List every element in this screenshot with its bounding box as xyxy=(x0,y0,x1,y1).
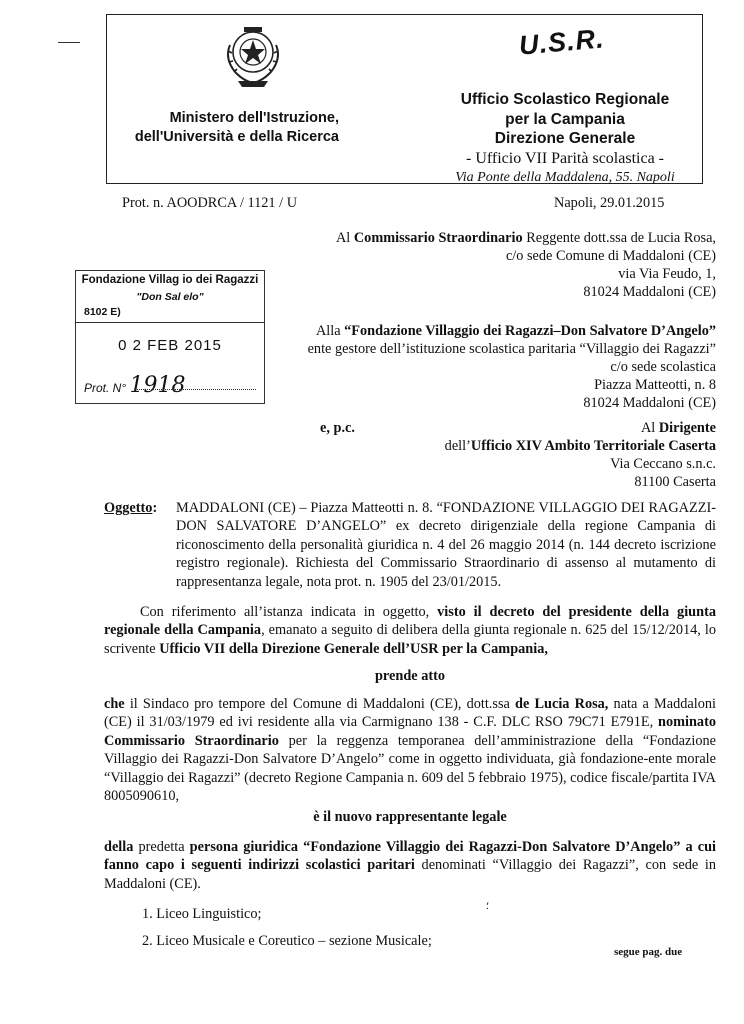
usr-logo: U.S.R. xyxy=(517,23,606,61)
recipient2-line5: 81024 Maddaloni (CE) xyxy=(583,395,716,411)
cc-line4: 81100 Caserta xyxy=(634,474,716,490)
protocol-number: Prot. n. AOODRCA / 1121 / U xyxy=(122,195,298,211)
recipient1-line1: Al Commissario Straordinario Reggente dott.ssa de Lucia Rosa, xyxy=(335,230,716,246)
recipient2-line1: Alla “Fondazione Villaggio dei Ragazzi–Don Salvatore D’Angelo” xyxy=(315,323,716,339)
list-item: 2. Liceo Musicale e Coreutico – sezione Musicale; xyxy=(142,933,432,949)
recipient1-line4: 81024 Maddaloni (CE) xyxy=(583,284,716,300)
subject-block: Oggetto: MADDALONI (CE) – Piazza Matteotti n. 8. “FONDAZIONE VILLAGGIO DEI RAGAZZI-DON SALVATORE D’ANGELO” ex decreto dirigenziale della regione Campania di riconoscimento della personalità giuridica n. 4 del 26 maggio 2014 (n. 144 decreto iscrizione registro regionale). Richiesta del Commissario Straordinario di assenso al mutamento di rappresentanza legale, nota prot. n. 1905 del 23/01/2015. xyxy=(104,500,716,590)
paragraph-3: della predetta persona giuridica “Fondazione Villaggio dei Ragazzi-Don Salvatore D’Angelo” a cui fanno capo i seguenti indirizzi scolastici paritari denominati “Villaggio dei Ragazzi”, con sede in Maddaloni (CE). xyxy=(104,839,717,892)
italian-republic-emblem-icon xyxy=(220,19,286,91)
ministry-name: Ministero dell'Istruzione, dell'Università e della Ricerca xyxy=(134,110,339,145)
letter-date: Napoli, 29.01.2015 xyxy=(554,195,665,211)
recipient2-line3: c/o sede scolastica xyxy=(610,359,716,375)
prende-atto: prende atto xyxy=(374,668,446,684)
office-name: Ufficio Scolastico Regionale per la Campania Direzione Generale - Ufficio VII Parità scolastica - Via Ponte della Maddalena, 55. Napoli xyxy=(455,91,675,185)
cc-line3: Via Ceccano s.n.c. xyxy=(610,456,716,472)
cc-line1: Al Dirigente xyxy=(640,420,716,436)
recipient1-line2: c/o sede Comune di Maddaloni (CE) xyxy=(505,248,716,264)
list-item: 1. Liceo Linguistico; xyxy=(142,906,262,922)
page-continuation: segue pag. due xyxy=(614,946,683,958)
letterhead xyxy=(106,14,703,184)
cc-label: e, p.c. xyxy=(320,420,355,436)
pen-mark xyxy=(58,42,80,53)
subject-text: MADDALONI (CE) – Piazza Matteotti n. 8. “FONDAZIONE VILLAGGIO DEI RAGAZZI-DON SALVATORE D’ANGELO” ex decreto dirigenziale della regione Campania di riconoscimento della personalità giuridica n. 4 del 26 maggio 2014 (n. 144 decreto iscrizione registro regionale). Richiesta del Commissario Straordinario di assenso al mutamento di rappresentanza legale, nota prot. n. 1905 del 23/01/2015. xyxy=(176,500,716,590)
recipient1-line3: via Via Feudo, 1, xyxy=(618,266,716,282)
recipient2-line2: ente gestore dell’istituzione scolastica paritaria “Villaggio dei Ragazzi” xyxy=(307,341,716,357)
received-stamp: Fondazione Villag io dei Ragazzi "Don Sal elo" 8102 E) 0 2 FEB 2015 Prot. N° 1918 xyxy=(75,270,265,404)
rappresentante-legale: è il nuovo rappresentante legale xyxy=(313,809,507,825)
cc-line2: dell’Ufficio XIV Ambito Territoriale Caserta xyxy=(444,438,716,454)
paragraph-1: Con riferimento all’istanza indicata in oggetto, visto il decreto del presidente della giunta regionale della Campania, emanato a seguito di delibera della giunta regionale n. 625 del 15/12/2014, lo scrivente Ufficio VII della Direzione Generale dell’USR per la Campania, xyxy=(104,604,716,657)
ink-mark: ⸵ xyxy=(486,901,489,912)
recipient2-line4: Piazza Matteotti, n. 8 xyxy=(594,377,716,393)
paragraph-2: che il Sindaco pro tempore del Comune di Maddaloni (CE), dott.ssa de Lucia Rosa, nata a Maddaloni (CE) il 31/03/1979 ed ivi residente alla via Carmignano 138 - C.F. DLC RSO 79C71 E791E, nominato Commissario Straordinario per la reggenza temporanea dell’amministrazione della “Fondazione Villaggio dei Ragazzi-Don Salvatore D’Angelo” come in oggetto individuata, già fondazione-ente morale “Villaggio dei Ragazzi” (decreto Regione Campania n. 609 del 5 febbraio 1975), codice fiscale/partita IVA 8005090610, xyxy=(104,696,716,805)
